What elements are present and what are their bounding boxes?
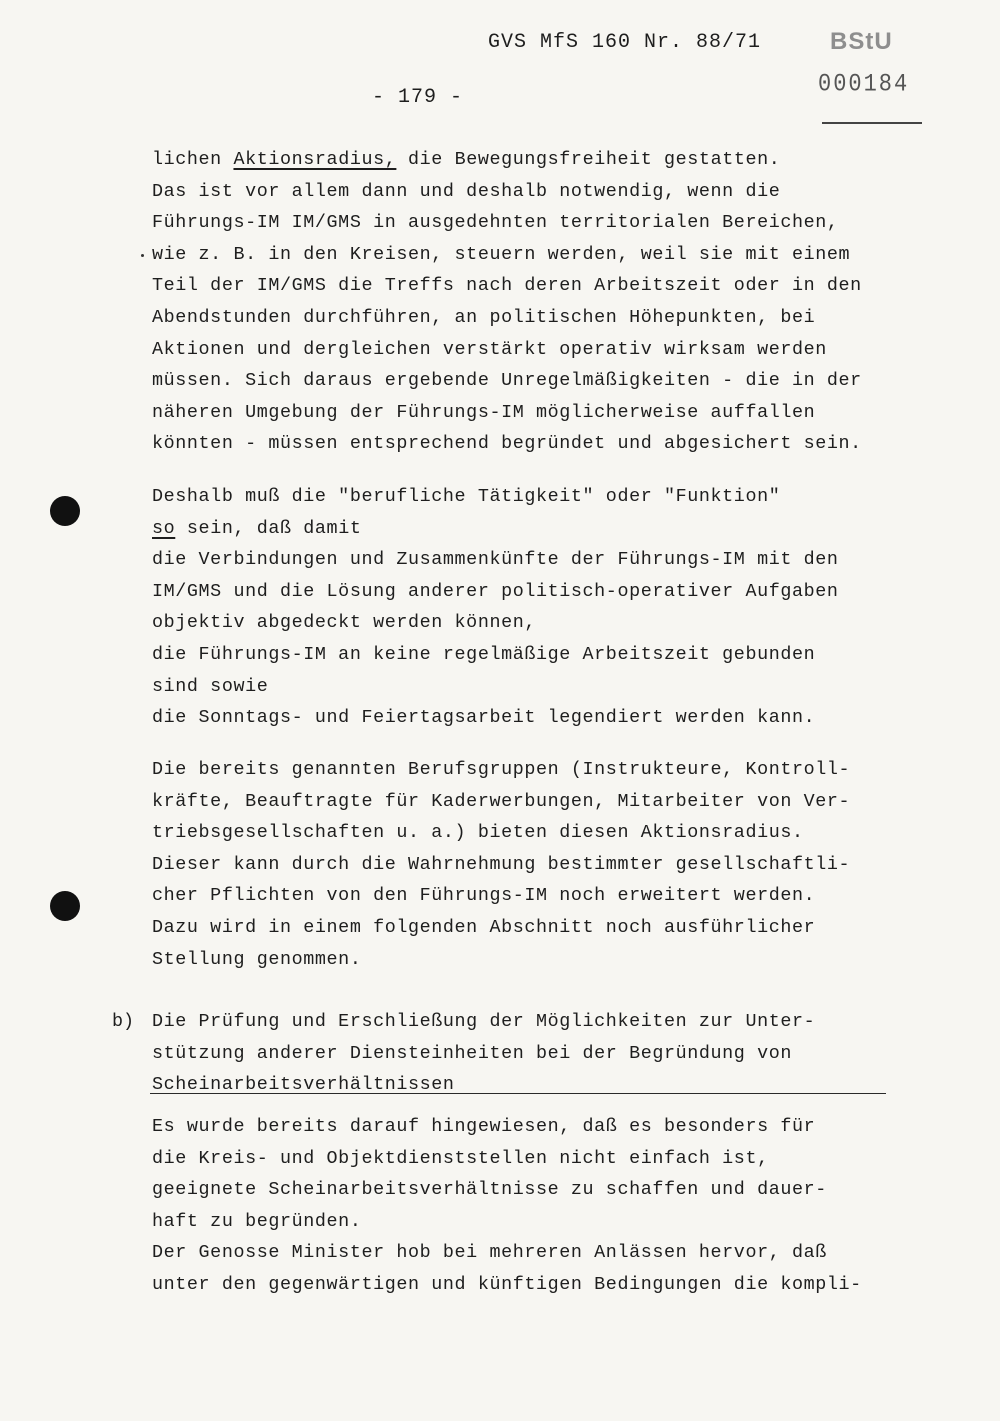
text-line: cher Pflichten von den Führungs-IM noch erweitert werden. [152, 885, 816, 907]
text-line: IM/GMS und die Lösung anderer politisch-operativer Aufgaben [152, 580, 839, 602]
heading-line: Die Prüfung und Erschließung der Möglichkeiten zur Unter- [152, 1011, 816, 1032]
text-line: Dazu wird in einem folgenden Abschnitt noch ausführlicher [152, 916, 816, 938]
text-line: müssen. Sich daraus ergebende Unregelmäßigkeiten - die in der [152, 370, 862, 392]
archive-stamp: BStU [830, 28, 893, 55]
text-line: Die bereits genannten Berufsgruppen (Instrukteure, Kontroll- [152, 759, 851, 780]
text-line [152, 513, 839, 545]
text-line: die Sonntags- und Feiertagsarbeit legendiert werden kann. [152, 707, 816, 729]
archive-page-number: 000184 [818, 70, 910, 99]
margin-mark [141, 254, 144, 257]
text-line [152, 144, 862, 176]
punch-hole [50, 891, 80, 921]
paragraph-2 [152, 481, 839, 734]
archive-reference: GVS MfS 160 Nr. 88/71 [488, 31, 762, 54]
text-line: Deshalb muß die "berufliche Tätigkeit" oder "Funktion" [152, 486, 781, 507]
text-line: haft zu begründen. [152, 1210, 362, 1232]
heading-line: Scheinarbeitsverhältnissen [152, 1074, 455, 1096]
text-line: Aktionen und dergleichen verstärkt operativ wirksam werden [152, 338, 827, 360]
text-line: könnten - müssen entsprechend begründet und abgesichert sein. [152, 433, 862, 455]
text-line: Teil der IM/GMS die Treffs nach deren Arbeitszeit oder in den [152, 275, 862, 297]
text-line: triebsgesellschaften u. a.) bieten diesen Aktionsradius. [152, 822, 804, 844]
text-line: Führungs-IM IM/GMS in ausgedehnten territorialen Bereichen, [152, 212, 839, 234]
section-label: b) [112, 1011, 135, 1032]
text-line: die Führungs-IM an keine regelmäßige Arbeitszeit gebunden [152, 643, 816, 665]
text-line: sein, daß damit [175, 517, 362, 539]
text-line: lichen [152, 149, 234, 170]
text-line: objektiv abgedeckt werden können, [152, 612, 536, 634]
text-line: Der Genosse Minister hob bei mehreren Anlässen hervor, daß [152, 1242, 827, 1264]
paragraph-3 [152, 754, 850, 975]
text-line: unter den gegenwärtigen und künftigen Bedingungen die kompli- [152, 1273, 862, 1295]
text-line: die Bewegungsfreiheit gestatten. [396, 149, 781, 170]
text-line: Stellung genommen. [152, 948, 362, 970]
section-heading [152, 1006, 815, 1101]
text-line: kräfte, Beauftragte für Kaderwerbungen, Mitarbeiter von Ver- [152, 790, 851, 812]
text-line: Abendstunden durchführen, an politischen Höhepunkten, bei [152, 306, 816, 328]
text-line: Das ist vor allem dann und deshalb notwendig, wenn die [152, 180, 781, 202]
text-line: die Kreis- und Objektdienststellen nicht einfach ist, [152, 1147, 769, 1169]
paragraph-1 [152, 144, 862, 460]
heading-line: stützung anderer Diensteinheiten bei der Begründung von [152, 1042, 792, 1064]
text-line: sind sowie [152, 675, 269, 697]
text-line: geeignete Scheinarbeitsverhältnisse zu schaffen und dauer- [152, 1179, 827, 1201]
text-line: näheren Umgebung der Führungs-IM möglicherweise auffallen [152, 401, 816, 423]
page-number: - 179 - [372, 86, 464, 109]
punch-hole [50, 496, 80, 526]
underlined-word: so [152, 517, 176, 539]
heading-underline [150, 1093, 886, 1094]
stamp-rule [822, 122, 922, 124]
underlined-word: Aktionsradius, [233, 149, 397, 170]
text-line: Es wurde bereits darauf hingewiesen, daß es besonders für [152, 1116, 816, 1137]
text-line: wie z. B. in den Kreisen, steuern werden, weil sie mit einem [152, 243, 851, 265]
paragraph-4 [152, 1111, 862, 1301]
text-line: die Verbindungen und Zusammenkünfte der Führungs-IM mit den [152, 549, 839, 571]
text-line: Dieser kann durch die Wahrnehmung bestimmter gesellschaftli- [152, 853, 851, 875]
